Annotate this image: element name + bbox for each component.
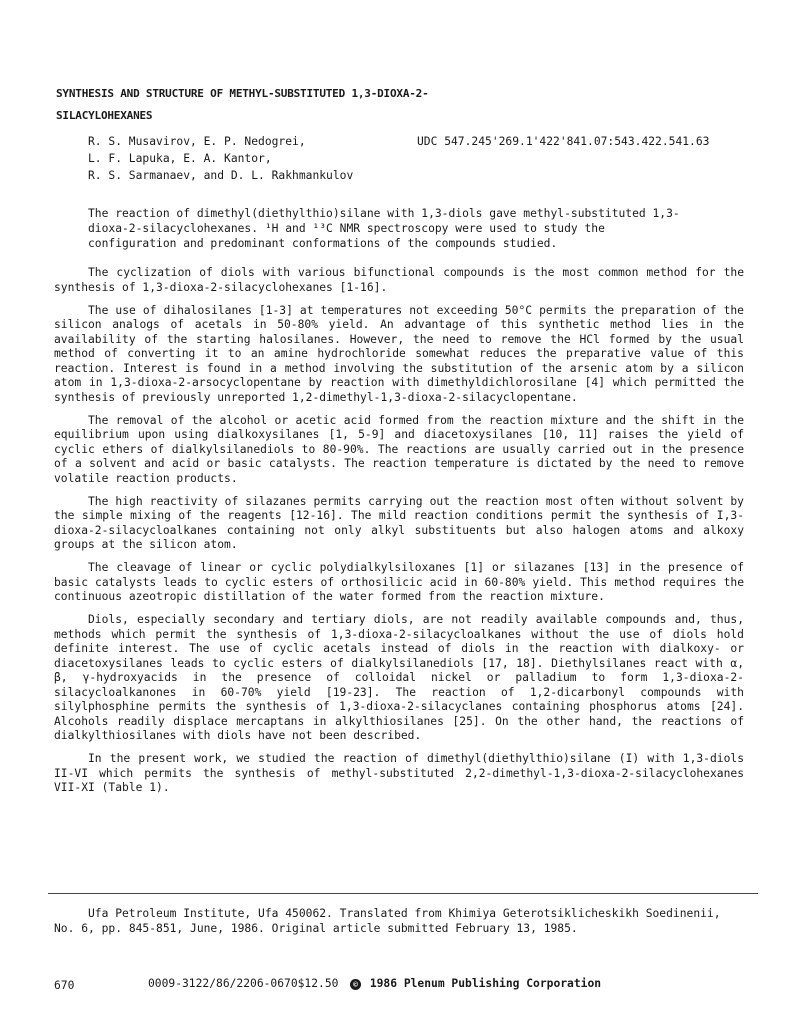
article-body (54, 266, 744, 804)
body-paragraph: The use of dihalosilanes [1-3] at temperatures not exceeding 50°C permits the preparation of the silicon analogs of acetals in 50-80% yield. An advantage of this synthetic method lies in the availability of the starting halosilanes. However, the need to remove the HCl formed by the usual method of converting it to an amine hydrochloride somewhat reduces the preparative value of this reaction. Interest is found in a method involving the substitution of the arsenic atom by a silicon atom in 1,3-dioxa-2-arsocyclopentane by reaction with dimethyldichlorosilane [4] which permitted the synthesis of previously unreported 1,2-dimethyl-1,3-dioxa-2-silacyclopentane. (54, 303, 744, 404)
copyright-notice (350, 976, 601, 992)
udc-code: UDC 547.245'269.1'422'841.07:543.422.541.63 (417, 135, 710, 148)
author-line: R. S. Musavirov, E. P. Nedogrei, (88, 135, 306, 148)
abstract: The reaction of dimethyl(diethylthio)silane with 1,3-diols gave methyl-substituted 1,3-dioxa-2-silacyclohexanes. ¹H and ¹³C NMR spectroscopy were used to study the configuration and predominant conformations of the compounds studied. (88, 207, 680, 250)
body-paragraph: Diols, especially secondary and tertiary diols, are not readily available compounds and, thus, methods which permit the synthesis of 1,3-dioxa-2-silacycloalkanes without the use of diols hold definite interest. The use of cyclic acetals instead of diols in the reaction with dialkoxy- or diacetoxysilanes leads to cyclic esters of dialkylsilanediols [17, 18]. Diethylsilanes react with α, β, γ-hydroxyacids in the presence of colloidal nickel or palladium to form 1,3-dioxa-2-silacycloalkanones in 60-70% yield [19-23]. The reaction of 1,2-dicarbonyl compounds with silylphosphine permits the synthesis of 1,3-dioxa-2-silacyclanes containing phosphorus atoms [24]. Alcohols readily displace mercaptans in alkylthiosilanes [25]. On the other hand, the reactions of dialkylthiosilanes with diols have not been described. (54, 613, 744, 742)
page-footer (54, 976, 744, 992)
footnote-divider (48, 893, 758, 894)
author-line: L. F. Lapuka, E. A. Kantor, (88, 152, 272, 165)
article-title: SYNTHESIS AND STRUCTURE OF METHYL-SUBSTITUTED 1,3-DIOXA-2-SILACYLOHEXANES (56, 87, 429, 122)
issn-price: 0009-3122/86/2206-0670$12.50 (148, 977, 339, 990)
copyright-text: 1986 Plenum Publishing Corporation (369, 977, 602, 990)
author-list (88, 133, 418, 184)
page-number: 670 (54, 979, 75, 992)
body-paragraph: The removal of the alcohol or acetic acid formed from the reaction mixture and the shift in the equilibrium upon using dialkoxysilanes [1, 5-9] and diacetoxysilanes [10, 11] raises the yield of cyclic ethers of dialkylsilanediols to 80-90%. The reactions are usually carried out in the presence of a solvent and acid or basic catalysts. The reaction temperature is dictated by the need to remove volatile reaction products. (54, 413, 744, 485)
affiliation-footnote: Ufa Petroleum Institute, Ufa 450062. Translated from Khimiya Geterotsiklicheskikh Soedinenii, No. 6, pp. 845-851, June, 1986. Original article submitted February 13, 1985. (54, 907, 721, 935)
copyright-icon: © (350, 979, 361, 990)
author-line: R. S. Sarmanaev, and D. L. Rakhmankulov (88, 169, 354, 182)
body-paragraph: The cyclization of diols with various bifunctional compounds is the most common method for the synthesis of 1,3-dioxa-2-silacyclohexanes [1-16]. (54, 266, 744, 294)
body-paragraph: The high reactivity of silazanes permits carrying out the reaction most often without solvent by the simple mixing of the reagents [12-16]. The mild reaction conditions permit the synthesis of I,3-dioxa-2-silacycloalkanes containing not only alkyl substituents but also halogen atoms and alkoxy groups at the silicon atom. (54, 494, 744, 551)
body-paragraph: The cleavage of linear or cyclic polydialkylsiloxanes [1] or silazanes [13] in the presence of basic catalysts leads to cyclic esters of orthosilicic acid in 60-80% yield. This method requires the continuous azeotropic distillation of the water formed from the reaction mixture. (54, 561, 744, 603)
body-paragraph: In the present work, we studied the reaction of dimethyl(diethylthio)silane (I) with 1,3-diols II-VI which permits the synthesis of methyl-substituted 2,2-dimethyl-1,3-dioxa-2-silacyclohexanes VII-XI (Table 1). (54, 752, 744, 794)
